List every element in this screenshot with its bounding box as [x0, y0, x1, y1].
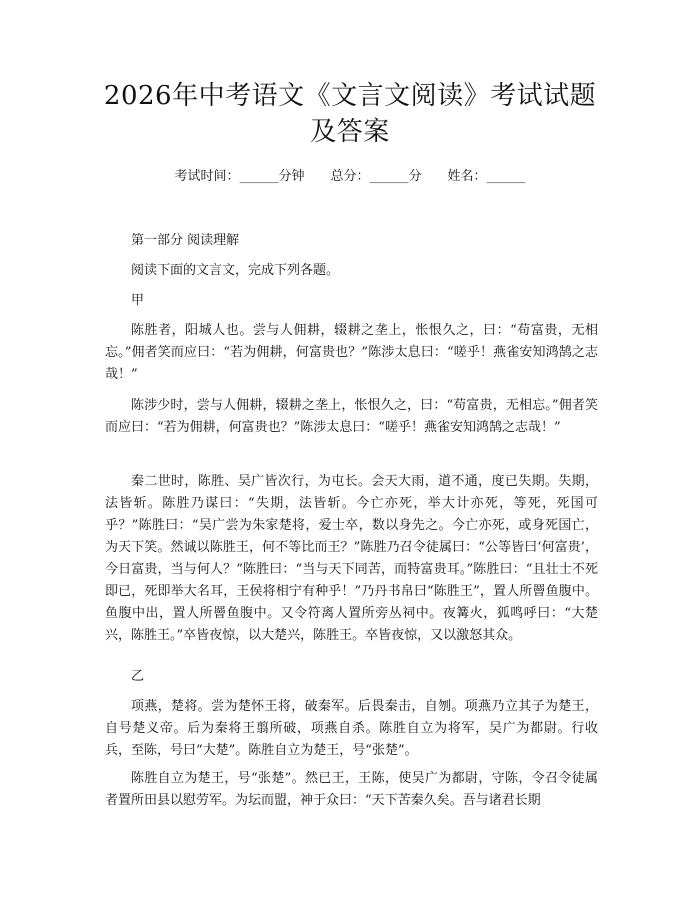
exam-time-field: 考试时间：______分钟: [174, 169, 305, 184]
passage-paragraph: 陈胜者，阳城人也。尝与人佣耕，辍耕之垄上，怅恨久之，曰：“苟富贵，无相忘。”佣者笑而应曰：“若为佣耕，何富贵也？”陈涉太息曰：“嗟乎！燕雀安知鸿鹄之志哉！”: [105, 323, 598, 382]
passage-paragraph: 项燕，楚将。尝为楚怀王将，破秦军。后畏秦击，自刎。项燕乃立其子为楚王，自号楚义帝。后为秦将王翦所破，项燕自杀。陈胜自立为将军，吴广为都尉。行收兵，至陈，号曰“大楚”。陈胜自立为楚王，号“张楚”。: [105, 699, 598, 758]
passage-label-jia: 甲: [131, 293, 145, 308]
document-title: 2026年中考语文《文言文阅读》考试试题及答案: [103, 81, 597, 147]
passage-paragraph: 陈胜自立为楚王，号“张楚”。然已王，王陈，使吴广为都尉，守陈，令召令徒属者置所田县以慰劳军。为坛而盟，神于众曰：“天下苦秦久矣。吾与诸君长期: [105, 771, 598, 808]
exam-info-line: [0, 168, 700, 186]
passage-paragraph: 陈涉少时，尝与人佣耕，辍耕之垄上，怅恨久之，曰：“苟富贵，无相忘。”佣者笑而应曰：“若为佣耕，何富贵也？”陈涉太息曰：“嗟乎！燕雀安知鸿鹄之志哉！”: [105, 398, 598, 435]
reading-instruction: 阅读下面的文言文，完成下列各题。: [131, 263, 340, 278]
passage-paragraph: 秦二世时，陈胜、吴广皆次行，为屯长。会天大雨，道不通，度已失期。失期，法皆斩。陈胜乃谋曰：“失期，法皆斩。今亡亦死，举大计亦死，等死，死国可乎？”陈胜曰：“吴广尝为朱家楚将，爱士卒，数以身先之。今亡亦死，或身死国亡，为天下笑。然诚以陈胜王，何不等比而王？”陈胜乃召令徒属曰：“公等皆曰‘何富贵’，今日富贵，当与何人？”陈胜曰：“当与天下同苦，而特富贵耳。”陈胜曰：“且壮士不死即已，死即举大名耳，王侯将相宁有种乎！”乃丹书帛曰“陈胜王”，置人所罾鱼腹中。鱼腹中出，置人所罾鱼腹中。又令符离人置所旁丛祠中。夜篝火，狐鸣呼曰：“大楚兴，陈胜王。”卒皆夜惊，以大楚兴，陈胜王。卒皆夜惊，又以激怒其众。: [105, 474, 598, 643]
section-heading: 第一部分 阅读理解: [131, 233, 240, 248]
passage-label-yi: 乙: [131, 669, 145, 684]
exam-score-field: 总分：______分: [330, 169, 422, 184]
exam-name-field: 姓名：______: [447, 169, 526, 184]
